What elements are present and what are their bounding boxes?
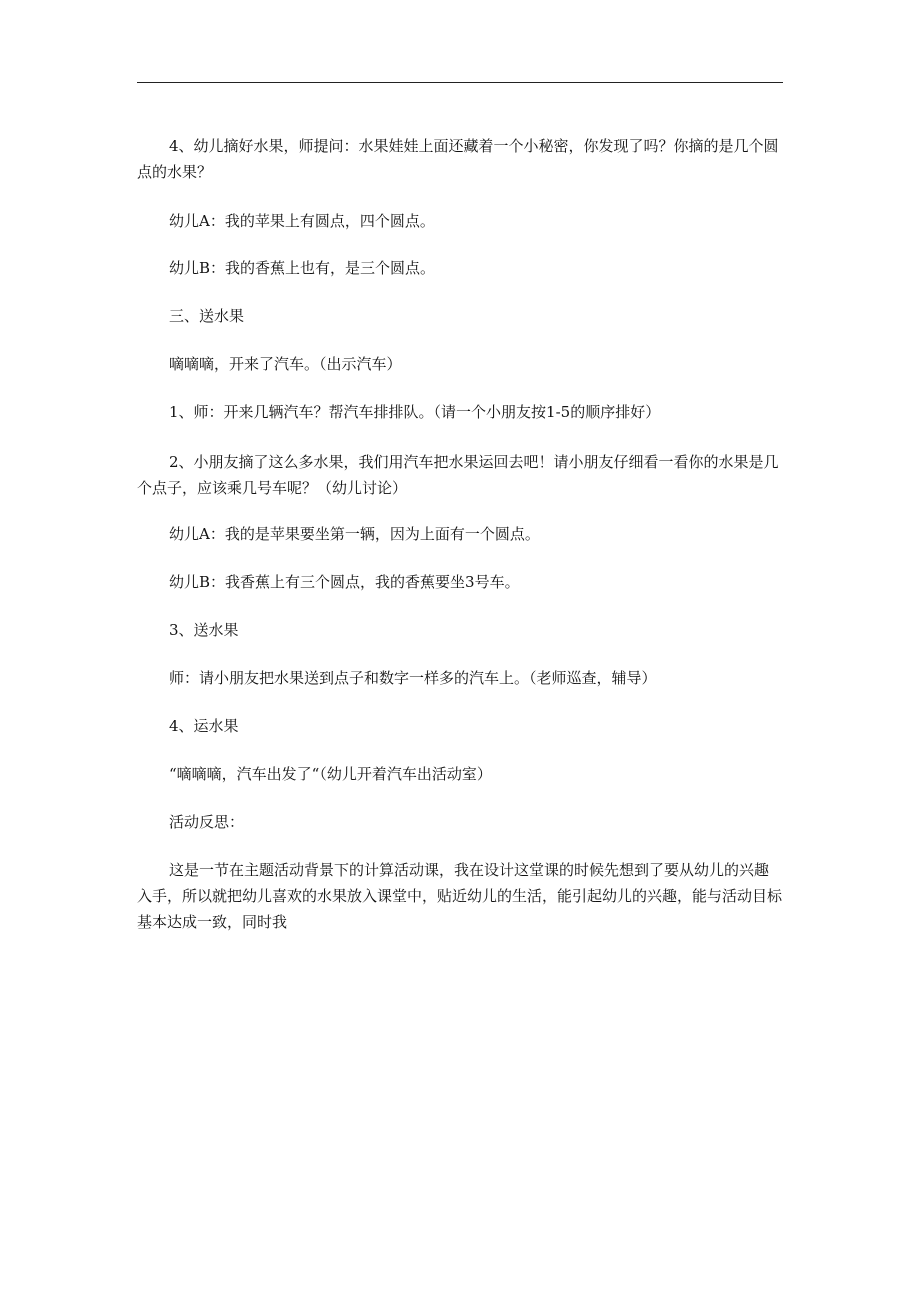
step-heading-deliver: 3、送水果 xyxy=(169,621,239,639)
paragraph-transport-fruit: 2、小朋友摘了这么多水果，我们用汽车把水果运回去吧！请小朋友仔细看一看你的水果是几个点子，应该乘几号车呢？（幼儿讨论） xyxy=(137,453,779,497)
paragraph-teacher-instruction: 师：请小朋友把水果送到点子和数字一样多的汽车上。（老师巡查，辅导） xyxy=(169,669,657,687)
section-heading-deliver-fruit: 三、送水果 xyxy=(169,307,245,325)
paragraph-cars-depart: “嘀嘀嘀，汽车出发了“（幼儿开着汽车出活动室） xyxy=(169,765,492,783)
paragraph-child-b-banana: 幼儿B：我的香蕉上也有，是三个圆点。 xyxy=(169,259,436,277)
paragraph-child-b-car-3: 幼儿B：我香蕉上有三个圆点，我的香蕉要坐3号车。 xyxy=(169,573,520,591)
paragraph-child-a-first-car: 幼儿A：我的是苹果要坐第一辆，因为上面有一个圆点。 xyxy=(169,525,540,543)
paragraph-car-arrives: 嘀嘀嘀，开来了汽车。（出示汽车） xyxy=(169,355,402,373)
header-rule xyxy=(137,82,783,83)
paragraph-child-a-apple: 幼儿A：我的苹果上有圆点，四个圆点。 xyxy=(169,212,435,230)
heading-reflection: 活动反思： xyxy=(169,813,245,831)
paragraph-reflection: 这是一节在主题活动背景下的计算活动课，我在设计这堂课的时候先想到了要从幼儿的兴趣入手，所以就把幼儿喜欢的水果放入课堂中，贴近幼儿的生活，能引起幼儿的兴趣，能与活动目标基本达成一致，同时我 xyxy=(137,861,783,931)
paragraph-question: 4、幼儿摘好水果，师提问：水果娃娃上面还藏着一个小秘密，你发现了吗？你摘的是几个圆点的水果？ xyxy=(137,137,779,181)
step-heading-transport: 4、运水果 xyxy=(169,717,239,735)
paragraph-line-up-cars: 1、师：开来几辆汽车？帮汽车排排队。（请一个小朋友按1-5的顺序排好） xyxy=(169,403,661,421)
